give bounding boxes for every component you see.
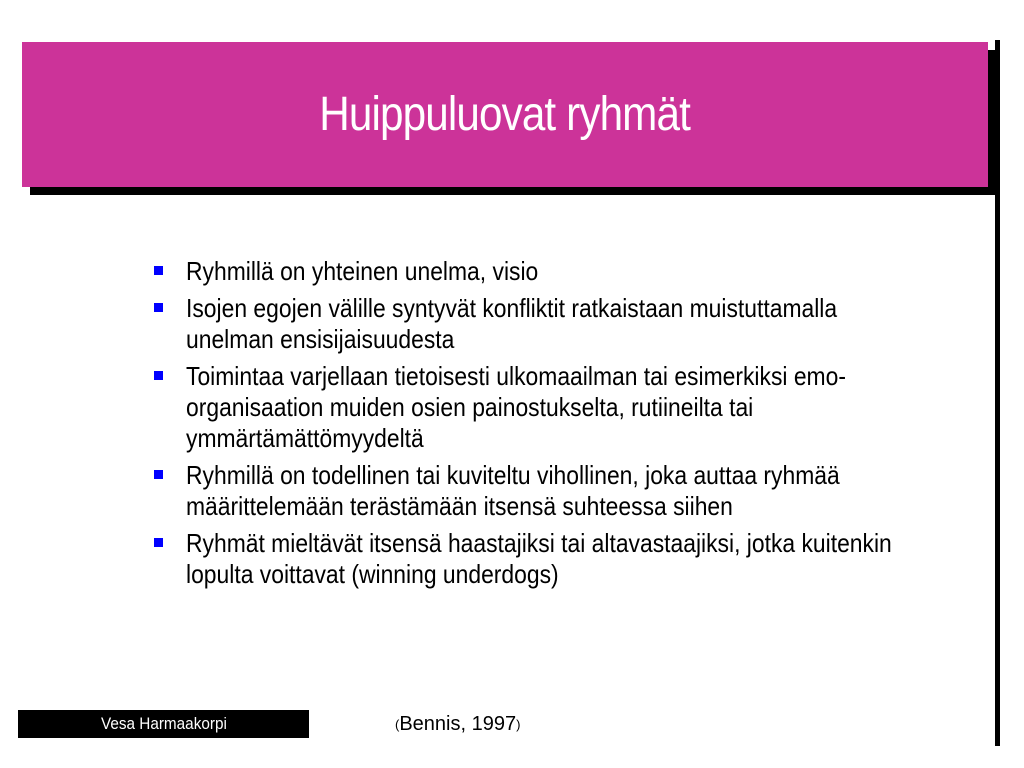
slide-title: Huippuluovat ryhmät	[319, 88, 691, 141]
citation-close-paren: )	[516, 716, 521, 732]
bullet-text: Toimintaa varjellaan tietoisesti ulkomaailman tai esimerkiksi emo-organisaation muiden osien painostukselta, rutiineilta tai ymmärtämättömyydeltä	[186, 361, 846, 453]
square-bullet-icon	[154, 538, 163, 547]
citation-open-paren: (	[395, 716, 400, 732]
footer-author-box	[18, 710, 309, 738]
bullet-text: Isojen egojen välille syntyvät konfliktit ratkaistaan muistuttamalla unelman ensisijaisuudesta	[186, 293, 838, 354]
square-bullet-icon	[154, 266, 163, 275]
square-bullet-icon	[154, 371, 163, 380]
bullet-text: Ryhmät mieltävät itsensä haastajiksi tai altavastaajiksi, jotka kuitenkin lopulta voittavat (winning underdogs)	[186, 528, 892, 589]
bullet-item	[148, 460, 948, 522]
bullet-item	[148, 361, 948, 454]
square-bullet-icon	[154, 470, 163, 479]
bullet-text: Ryhmillä on todellinen tai kuviteltu vihollinen, joka auttaa ryhmää määrittelemään terästämään itsensä suhteessa siihen	[186, 460, 840, 521]
bullet-item	[148, 293, 948, 355]
bullet-item	[148, 256, 948, 287]
citation-text: Bennis, 1997	[399, 712, 517, 735]
bullet-list	[148, 256, 948, 596]
footer-citation	[395, 710, 520, 738]
square-bullet-icon	[154, 303, 163, 312]
bullet-text: Ryhmillä on yhteinen unelma, visio	[186, 256, 539, 286]
bullet-item	[148, 528, 948, 590]
title-banner	[22, 42, 988, 187]
footer-author: Vesa Harmaakorpi	[100, 714, 227, 733]
